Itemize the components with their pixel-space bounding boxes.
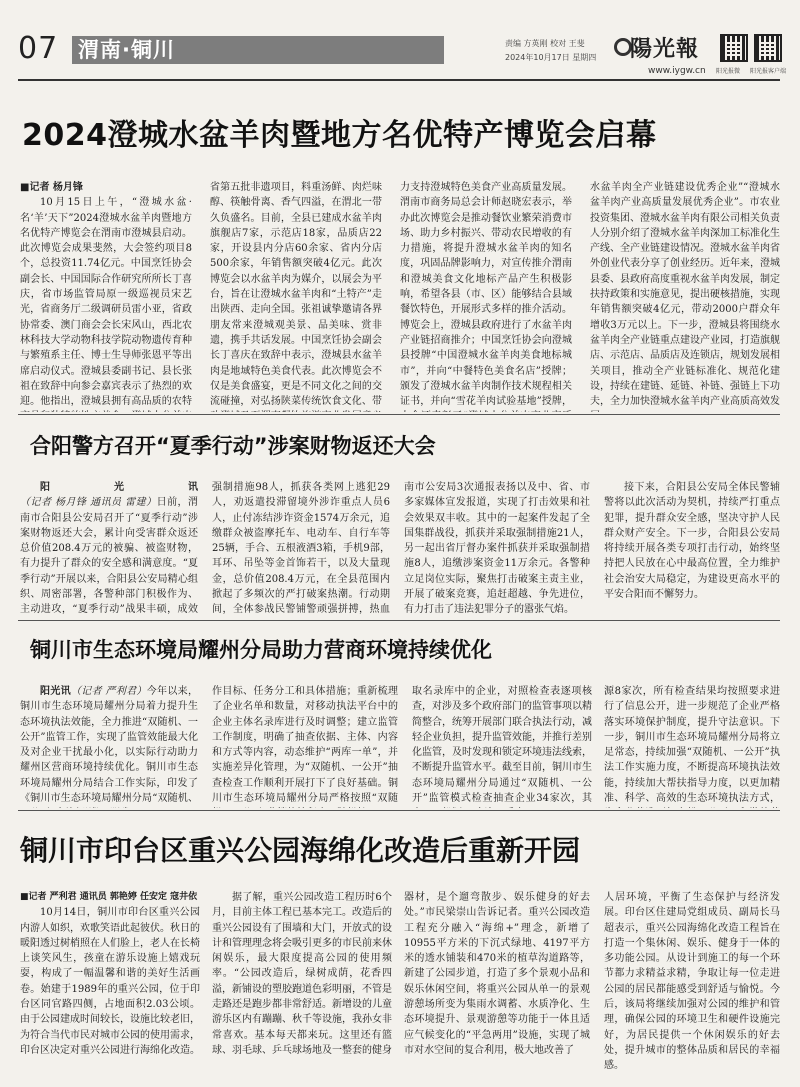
byline: ■记者 杨月锋 [20,182,83,193]
article-3-column-4 [604,684,780,808]
article-3-column-1 [20,684,198,808]
paragraph: 南市公安局3次通报表扬以及中、省、市多家媒体宣发报道，实现了打击效果和社会效果双丰收。其中的一起案件发起了全国集群战役，抓获并采取强制措施21人，另一起出省厅督办案件抓获并采取强制措施8人，追缴涉案资金11万余元。各警种立足岗位实际，聚焦打击破案主责主业，开展了破案竞赛，追赶超越、争先进位，有力打击了违法犯罪分子的嚣张气焰。 [404,482,590,616]
section-divider [18,810,780,811]
qr-code-icon [754,34,782,62]
paragraph: 强制措施98人，抓获各类网上逃犯29人，劝返遣投滞留境外涉诈重点人员6人，止付冻结涉诈资金1574万余元，追缴群众被盗摩托车、电动车、自行车等25辆，手合、五根液酒3箱，手机9部，耳环、吊坠等金首饰若干，以及大量现金，总价值208.4万元，在全县范围内掀起了多频次的严打破案热潮。行动期间，全体参战民警铺警顽强拼搏，热血 [212,482,390,616]
paragraph: 力支持澄城特色美食产业高质量发展。渭南市商务局总会计师赵晓宏表示，举办此次博览会是推动餐饮业繁荣消费市场、助力乡村振兴、带动农民增收的有力措施，将提升澄城水盆羊肉的知名度，巩固品牌影响力，对宣传推介渭南和澄城美食文化地标产品产生积极影响，希望各县（市、区）能够结合县域餐饮特色，开展形式多样的推介活动。博览会上，澄城县政府进行了水盆羊肉产业链招商推介；中国烹饪协会向澄城县授牌“中国澄城水盆羊肉美食地标城市”，并向“中餐特色美食名店”授牌；颁发了澄城水盆羊肉制作技术规程相关证书，并向“雪花羊肉试验基地”授牌， [400,182,572,408]
article-3-column-2 [212,684,398,808]
paragraph: 取名录库中的企业，对照检查表逐项核查，对涉及多个政府部门的监管事项以精简整合，统筹开展部门联合执法行动，减轻企业负担，提升监管效能，并推行差别化监管，及时发现和锁定环境违法线索，不断提升监管水平。截至目前，铜川市生态环境局耀州分局通过“双随机、一公开”监管模式检查抽查企业34家次，其 [412,686,592,805]
paragraph: 人居环境，平衡了生态保护与经济发展。印台区住建局党组成员、副局长马超表示，重兴公园海绵化改造工程旨在打造一个集休闲、娱乐、健身于一体的多功能公园。从设计到施工的每一个环节都力求精益求精，争取让每一位走进公园的居民都能感受到舒适与愉悦。今后，该局将继续加强对公园的维护和管理，确保公园的环境卫生和硬件设施完好，为居民提供一个休闲娱乐的好去处，提升城市的整体品质和居民的幸福感。 [604,892,780,1072]
article-1-column-1 [20,180,192,412]
paragraph: 据了解，重兴公园改造工程历时6个月，目前主体工程已基本完工。改造后的重兴公园设有了围墙和大门，开放式的设计和管理理念将会吸引更多的市民前来休闲娱乐，最大限度提高公园的使用频率。“公园改造后，绿树成荫，花香四溢，新铺设的塑胶跑道色彩明丽，不管是走路还是跑步都非常舒适。新增设的儿童游乐区内有蹦蹦、秋千等设施，我孙女非常喜欢。基本每天都来玩。这里还有篮球、羽毛球、乒乓球场地及一整套的健身 [212,892,392,1056]
issue-date: 2024年10月17日 星期四 [505,53,597,62]
article-4-column-3 [404,890,590,1082]
article-4-column-4 [604,890,780,1082]
page-number: 07 [18,31,59,66]
article-4-column-1 [20,890,200,1082]
section-name: 渭南·铜川 [78,38,175,62]
article-4-column-2 [212,890,392,1082]
website-url: www.iygw.cn [648,66,706,76]
qr-label: 阳光报微 [716,68,741,75]
paragraph: 10月14日，铜川市印台区重兴公园内游人如织，欢歌笑语此起彼伏。秋日的暖阳透过树梢照在人们脸上，老人在长椅上谈笑风生，孩童在游乐设施上嬉戏玩耍，构成了一幅温馨和谐的美好生活画卷。始建于1989年的重兴公园，位于印台区同官路四侧，占地面积2.03公顷。由于公园建成时间较长，设施比较老旧，为符合当代市民对城市公园的使用需求，印台区决定对重兴公园进行海绵化改造。 [20,907,200,1056]
header-rule [18,79,780,81]
headline-article-1: 2024澄城水盆羊肉暨地方名优特产博览会启幕 [22,118,657,153]
paragraph [20,480,198,616]
headline-article-3: 铜川市生态环境局耀州分局助力营商环境持续优化 [30,638,492,662]
article-1-column-4 [590,180,780,412]
headline-article-4: 铜川市印台区重兴公园海绵化改造后重新开园 [20,834,581,867]
article-1-column-3 [400,180,572,412]
section-divider [18,620,780,621]
article-1-column-2 [210,180,382,412]
byline-reporters: （记者 杨月锋 通讯员 雷建） [20,497,157,509]
section-divider [18,414,780,415]
article-3-column-3 [412,684,592,808]
paragraph [20,684,198,808]
article-2-column-4 [604,480,780,616]
paragraph-text: 今年以来，铜川市生态环境局耀州分局着力提升生态环境执法效能，全力推进“双随机、一公开”监管工作，实现了监管效能最大化及对企业干扰最小化，以实际行动助力耀州区营商环境持续优化。铜川市生态环境局耀州分局结合工作实际，印发了《铜川市生态环境局耀州分局“双随机、 [20,686,198,805]
byline-reporters: （记者 严利君） [70,686,147,697]
article-2-column-2 [212,480,390,616]
paragraph: 作目标、任务分工和具体措施；重新梳理了企业名单和数量，对移动执法平台中的企业主体名录库进行及时调整；建立监管工作制度，明确了抽查依据、主体、内容和方式等内容，动态维护“两库一单”，并实施差异化管理，为“双随机、一公开”抽查检查工作顺利开展打下了良好基础。铜川市生态环境局耀州分局严格按照“双随 [212,686,398,805]
newspaper-logo: 陽光報 [630,36,700,62]
article-2-column-3 [404,480,590,616]
byline: 阳光讯 [40,686,71,697]
paragraph: 水盆羊肉全产业链建设优秀企业”“澄城水盆羊肉产业高质量发展优秀企业”。市农业投资集团、澄城水盆羊肉有限公司相关负责人分别介绍了澄城水盆羊肉深加工标准化生产线、全产业链建设情况。澄城水盆羊肉省外创业代表分享了创业经历。近年来，澄城县委、县政府高度重视水盆羊肉发展，制定扶持政策和实施意见，提出硬核措施，实现年销售额突破4亿元，带动2000户群众年增收3万元以上。下一步，澄城县将围绕水盆羊肉全产业链重点建设产业园，打造旗舰店、示范店、品质店及连锁店，规划发展相关项目，推动全产业链标准化、规范化建设，持续在建链、延链、补链、强链上下功夫，全力加快澄城水盆羊肉产业高质高效发 [590,182,780,408]
paragraph: 10月15日上午，“澄城水盆·名‘羊’天下”2024澄城水盆羊肉暨地方名优特产博览会在渭南市澄城县启动。此次博览会成果斐然，大会签约项目8个，总投资11.74亿元。中国烹饪协会副会长、中国国际合作研究所所长丁喜庆，省市场监管局原一级巡视员宋艺光，省商务厅二级调研员雷小亚，省政协常委、澳门商会会长宋风山，西北农林科技大学动物科技学院动物遗传育种与繁殖系主任、博士生导师张恩平等出席启动仪式。澄城县委副书记、县长张祖在致辞中向参会嘉宾表示了热烈的欢迎。他指出，澄城县拥有高品质的农特 [20,197,192,408]
paragraph: 省第五批非遗项目，料重汤鲜、肉烂味醇、筷触骨离、香气四溢，在渭北一带久负盛名。目前，全县已建成水盆羊肉旗舰店7家，示范店18家，品质店22家，开设县内分店60余家、省内分店500余家，年销售额突破4亿元。此次博览会以水盆羊肉为媒介，以展会为平台，旨在让澄城水盆羊肉和“土特产”走出陕西、走向全国。张祖诚挚邀请各界朋友常来澄城观美景、品美味、赏非遗，携手共话发展。中国烹饪协会副会长丁喜庆在致辞中表示，澄城县水盆羊肉是地域特色美食代表。此次博览会不仅是美食盛宴，更是不同文化之间的交流碰撞，对弘扬陕菜传统饮食文化、带 [210,182,382,408]
byline: ■记者 严利君 通讯员 郭艳婷 任安定 寇井依 [20,892,198,902]
editors-credit: 责编 方英刚 校对 王斐 [505,39,585,48]
headline-article-2: 合阳警方召开“夏季行动”涉案财物返还大会 [30,434,436,458]
byline: 阳光讯 [40,482,198,493]
paragraph: 接下来，合阳县公安局全体民警辅警将以此次活动为契机，持续严打重点犯罪，提升群众安全感，坚决守护人民群众财产安全。下一步，合阳县公安局将持续开展各类专项打击行动，始终坚持把人民放在心中最高位置，全力维护社会治安大局稳定，为建设更高水平的平安合阳而不懈努力。 [604,482,780,601]
paragraph: 器材，是个遛弯散步、娱乐健身的好去处。”市民梁崇山告诉记者。重兴公园改造工程充分融入“海绵+”理念，新增了10955平方米的下沉式绿地、4197平方米的透水铺装和470米的植草沟道路等，新建了公园步道，打造了多个景观小品和娱乐休闲空间，将重兴公园从单一的景观游憩场所变为集雨水调蓄、水质净化、生态环境提升、景观游憩等功能于一体且适应气候变化的“平急两用”设施，实现了城市对水空间的复合利用，极大地改善了 [404,892,590,1056]
article-2-column-1 [20,480,198,616]
paragraph: 源8家次，所有检查结果均按照要求进行了信息公开，进一步规范了企业严格落实环境保护制度，提升守法意识。下一步，铜川市生态环境局耀州分局将立足常态，持续加强“双随机、一公开”执法工作实施力度，不断提高环境执法效能，持续加大帮扶指导力度，以更加精准、科学、高效的生态环境执法方式， [604,686,780,805]
paragraph-text: 日前，渭南市合阳县公安局召开了“夏季行动”涉案财物返还大会，累计向受害群众返还总价值208.4万元的被骗、被盗财物，有力提升了群众的安全感和满意度。“夏季行动”开展以来，合阳县公安局精心组织、周密部署，各警种部门积极作为、主动进攻，“夏季行动”战果丰硕，成效 [20,497,198,616]
qr-label: 阳光报客户端 [750,68,787,75]
qr-code-icon [720,34,748,62]
